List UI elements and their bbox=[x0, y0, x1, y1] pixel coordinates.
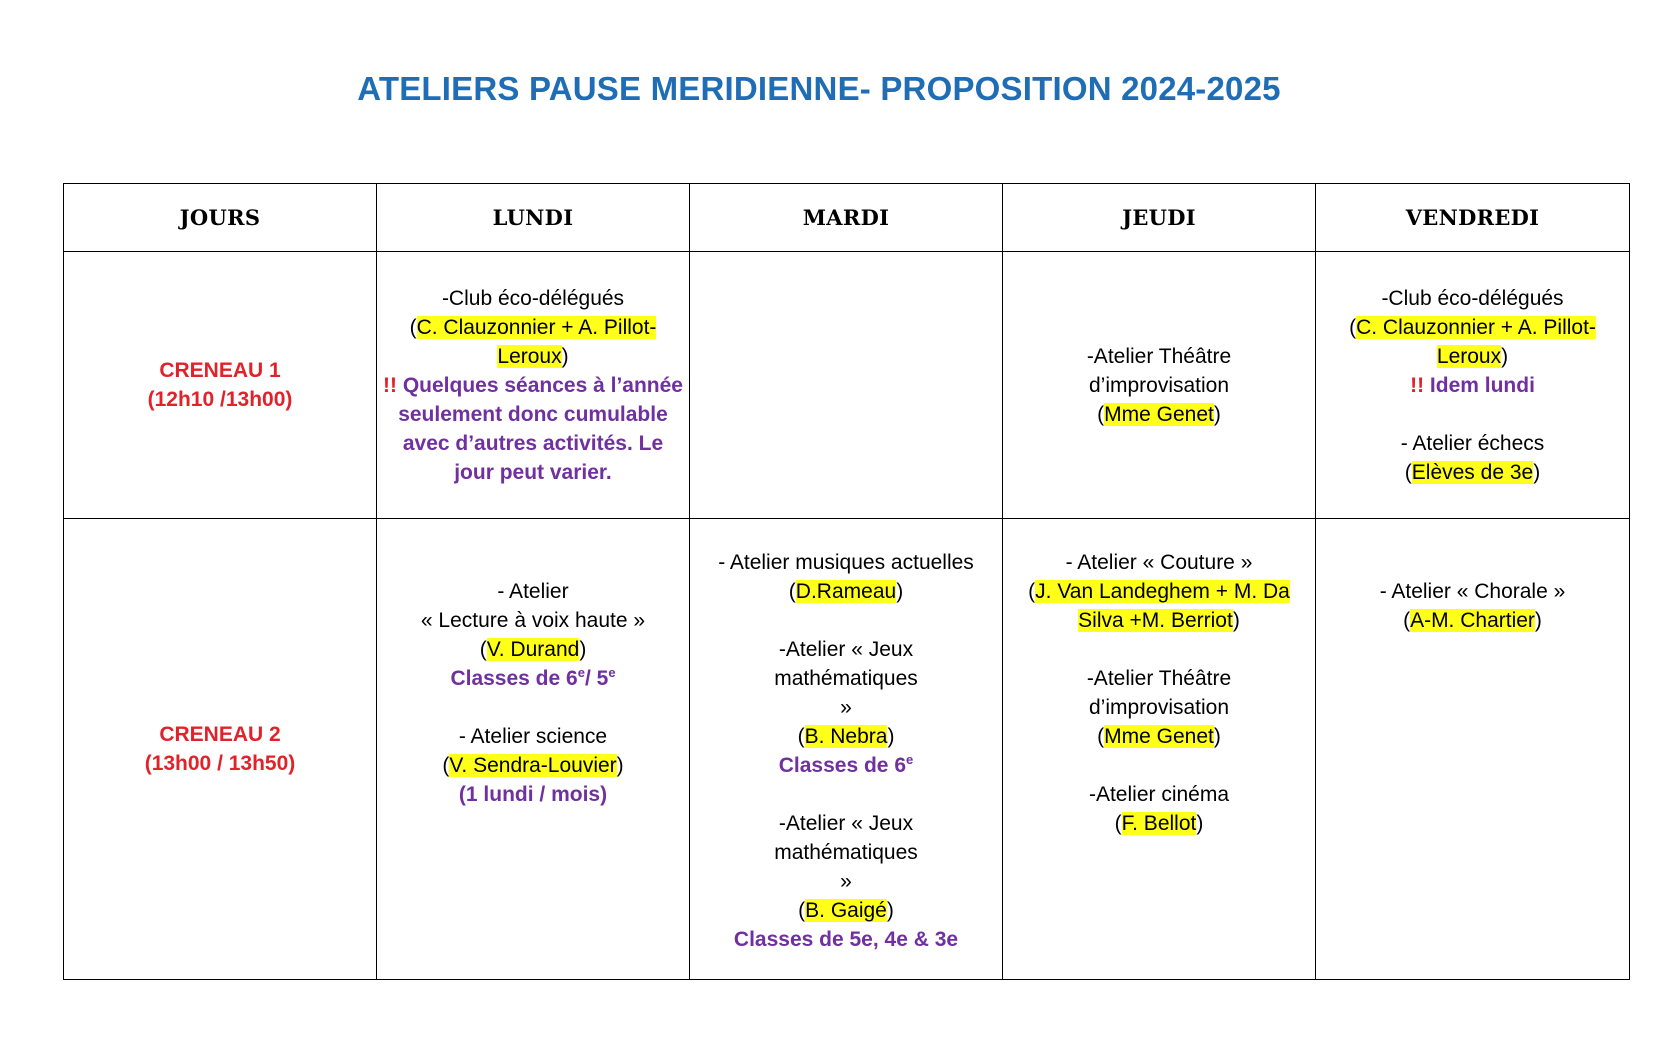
header-vendredi: VENDREDI bbox=[1316, 184, 1630, 252]
activity-name: - Atelier musiques actuelles bbox=[718, 551, 974, 574]
activity-people: B. Nebra bbox=[804, 725, 888, 748]
activity-name: - Atelier science bbox=[458, 725, 608, 748]
header-lundi: LUNDI bbox=[377, 184, 690, 252]
activity-note: (1 lundi / mois) bbox=[458, 783, 608, 806]
activity-name: -Atelier cinéma bbox=[1088, 783, 1230, 806]
activity-people: F. Bellot bbox=[1121, 812, 1197, 835]
header-jours: JOURS bbox=[64, 184, 377, 252]
header-row bbox=[64, 184, 1630, 252]
cell-c1-jeudi: -Atelier Théâtre d’improvisation (Mme Genet) bbox=[1003, 252, 1316, 519]
row-creneau-2 bbox=[64, 519, 1630, 980]
slot-label: CRENEAU 2 bbox=[159, 723, 281, 746]
activity-name: -Atelier « Jeux mathématiques » bbox=[774, 812, 918, 893]
cell-creneau-1-label bbox=[64, 252, 377, 519]
cell-c2-jeudi: - Atelier « Couture » (J. Van Landeghem + M. Da Silva +M. Berriot) -Atelier Théâtre d’improvisation (Mme Genet) -Atelier cinéma (F. Bellot) bbox=[1003, 519, 1316, 980]
activity-note: Idem lundi bbox=[1429, 373, 1535, 397]
cell-c2-lundi: - Atelier « Lecture à voix haute » (V. Durand) Classes de 6e/ 5e - Atelier science (V. Sendra-Louvier) (1 lundi / mois) bbox=[377, 519, 690, 980]
activity-classes: Classes de 6e/ 5e bbox=[450, 665, 616, 690]
row-creneau-1 bbox=[64, 252, 1630, 519]
activity-people: V. Durand bbox=[486, 638, 580, 661]
activity-name: -Atelier Théâtre d’improvisation bbox=[1086, 667, 1232, 719]
activity-name: - Atelier bbox=[497, 580, 569, 603]
activity-classes: Classes de 6e bbox=[778, 752, 914, 777]
activity-people: Elèves de 3e bbox=[1411, 460, 1534, 484]
activity-people: D.Rameau bbox=[795, 580, 897, 603]
activity-people: V. Sendra-Louvier bbox=[449, 754, 617, 777]
page-title: ATELIERS PAUSE MERIDIENNE- PROPOSITION 2024-2025 bbox=[357, 70, 1281, 107]
cell-c2-mardi: - Atelier musiques actuelles (D.Rameau) -Atelier « Jeux mathématiques » (B. Nebra) Classes de 6e -Atelier « Jeux mathématiques » (B. Gaigé) Classes de 5e, 4e & 3e bbox=[690, 519, 1003, 980]
cell-creneau-2-label bbox=[64, 519, 377, 980]
activity-classes: Classes de 5e, 4e & 3e bbox=[733, 928, 959, 951]
activity-name: - Atelier échecs bbox=[1400, 431, 1545, 455]
warning-mark: !! bbox=[1410, 373, 1425, 397]
activity-people: A-M. Chartier bbox=[1410, 609, 1535, 632]
activity-people: C. Clauzonnier + A. Pillot-Leroux bbox=[1356, 315, 1596, 368]
schedule-table bbox=[63, 183, 1630, 980]
activity-people: Mme Genet bbox=[1104, 402, 1214, 426]
activity-name: -Atelier « Jeux mathématiques » bbox=[774, 638, 918, 719]
slot-time: (12h10 /13h00) bbox=[147, 388, 293, 411]
activity-name: - Atelier « Chorale » bbox=[1379, 580, 1566, 603]
warning-mark: !! bbox=[383, 373, 397, 397]
activity-name: -Club éco-délégués bbox=[441, 286, 625, 310]
activity-note: Quelques séances à l’année seulement donc cumulable avec d’autres activités. Le jour peut varier. bbox=[398, 373, 683, 484]
slot-label: CRENEAU 1 bbox=[159, 359, 281, 382]
activity-people: C. Clauzonnier + A. Pillot-Leroux bbox=[416, 315, 657, 368]
slot-time: (13h00 / 13h50) bbox=[144, 752, 296, 775]
header-jeudi: JEUDI bbox=[1003, 184, 1316, 252]
cell-c1-lundi: -Club éco-délégués (C. Clauzonnier + A. Pillot-Leroux) !! Quelques séances à l’année seulement donc cumulable avec d’autres activités. Le jour peut varier. bbox=[377, 252, 690, 519]
activity-name: -Club éco-délégués bbox=[1381, 286, 1564, 310]
cell-c1-mardi bbox=[690, 252, 1003, 519]
header-mardi: MARDI bbox=[690, 184, 1003, 252]
cell-c2-vendredi: - Atelier « Chorale » (A-M. Chartier) bbox=[1316, 519, 1630, 980]
activity-name: -Atelier Théâtre d’improvisation bbox=[1086, 344, 1232, 397]
activity-name-detail: « Lecture à voix haute » bbox=[420, 609, 646, 632]
activity-people: Mme Genet bbox=[1104, 725, 1214, 748]
activity-people: B. Gaigé bbox=[805, 899, 887, 922]
activity-people: J. Van Landeghem + M. Da Silva +M. Berriot bbox=[1035, 580, 1290, 632]
activity-name: - Atelier « Couture » bbox=[1065, 551, 1253, 574]
cell-c1-vendredi: -Club éco-délégués (C. Clauzonnier + A. Pillot-Leroux) !! Idem lundi - Atelier échecs (Elèves de 3e) bbox=[1316, 252, 1630, 519]
